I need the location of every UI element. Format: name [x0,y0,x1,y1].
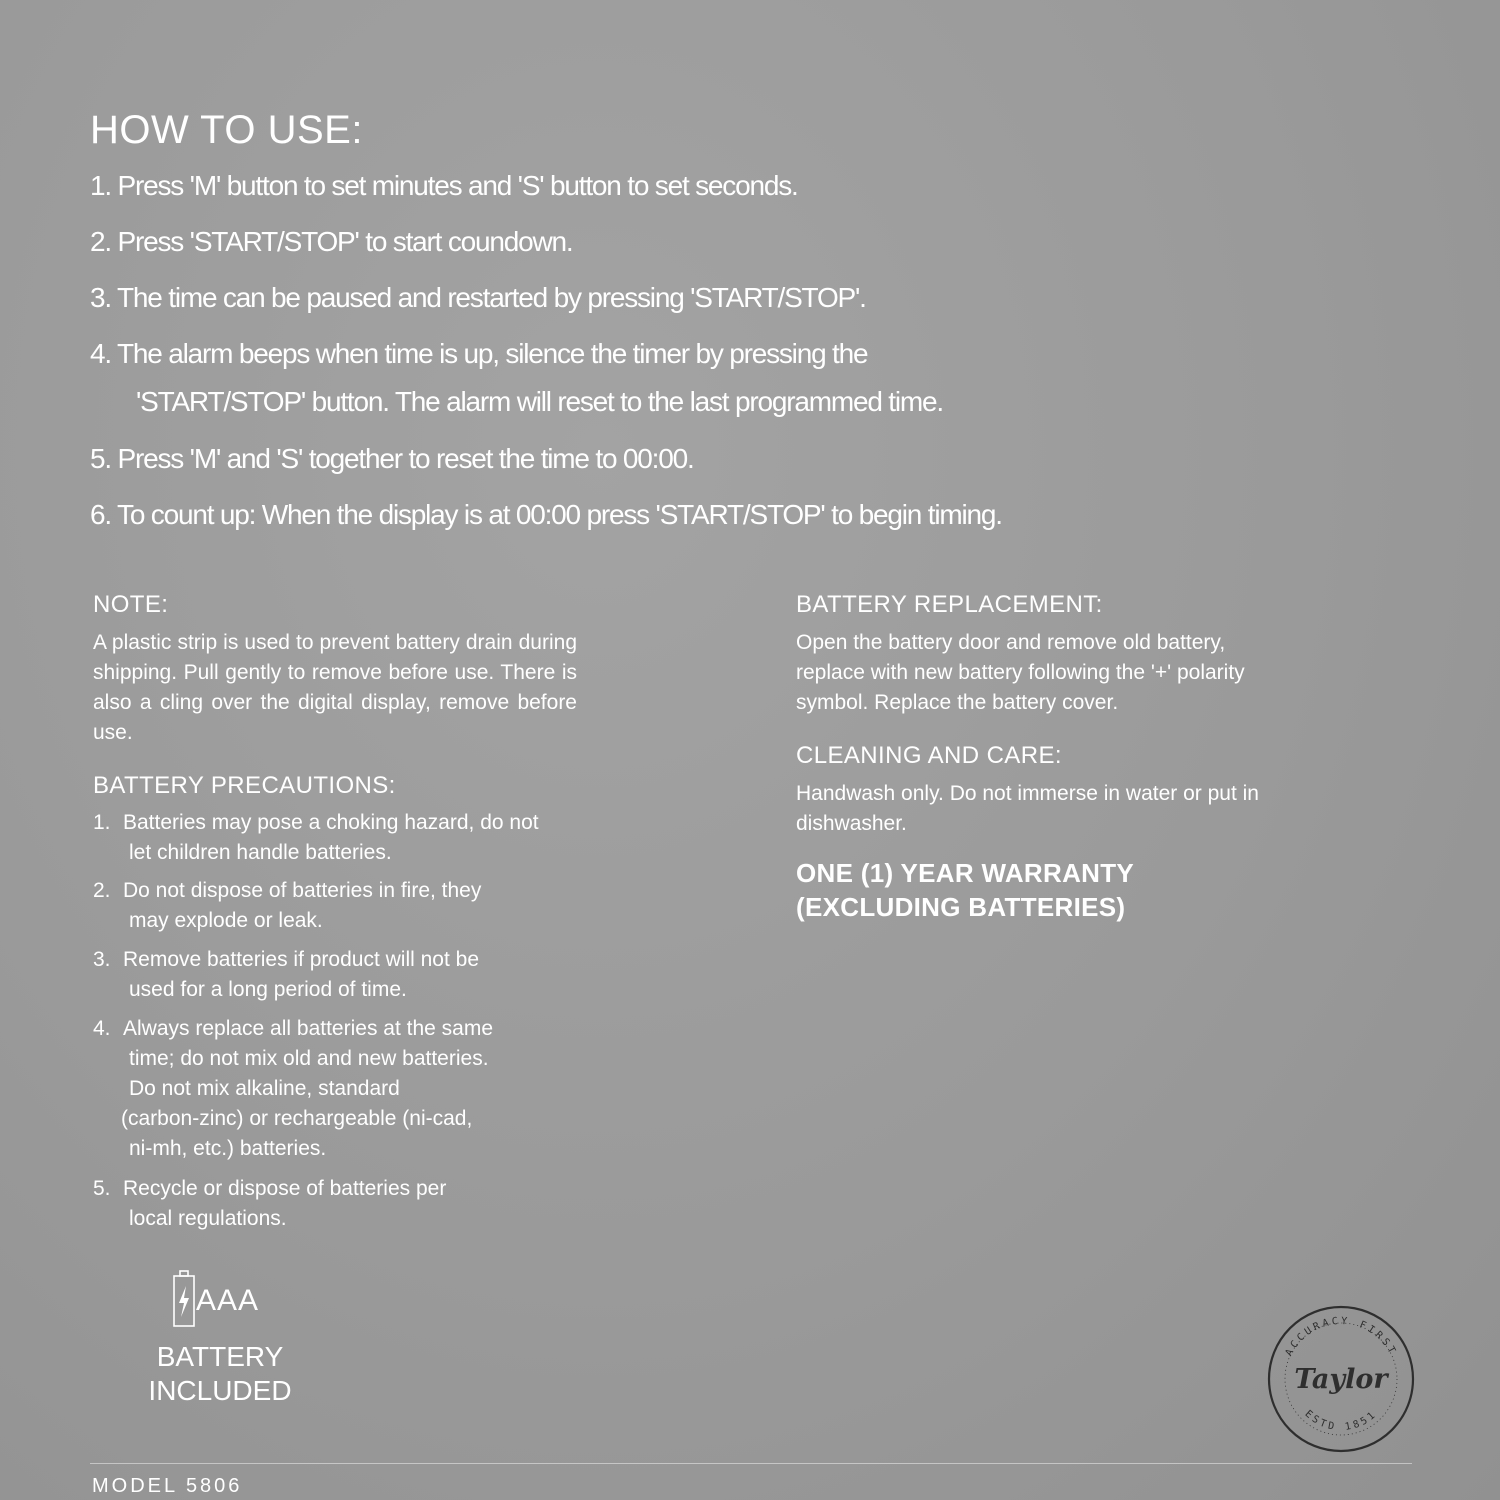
step-text: 3. The time can be paused and restarted by pressing 'START/STOP'. [90,282,866,313]
step-text: 6. To count up: When the display is at 00:00 press 'START/STOP' to begin timing. [90,499,1002,530]
model-number: MODEL 5806 [92,1475,243,1497]
precaution-item [93,808,593,868]
step-1 [90,162,798,210]
precaution-item [93,945,593,1005]
precaution-text-continued: time; do not mix old and new batteries. [129,1047,489,1070]
step-2 [90,218,572,266]
note-text: A plastic strip is used to prevent battery drain during shipping. Pull gently to remove before use. There is also a cling over the digital display, remove before use. [93,631,577,744]
step-6 [90,491,1002,539]
precaution-text-continued: may explode or leak. [129,909,323,932]
step-3 [90,274,866,322]
precaution-item [93,1174,593,1234]
taylor-seal-logo [1266,1304,1416,1454]
battery-replacement-title: BATTERY REPLACEMENT: [796,591,1103,618]
precaution-number: 4. [93,1017,111,1040]
precaution-item [93,1014,593,1164]
precaution-number: 3. [93,948,111,971]
step-5 [90,435,694,483]
precaution-text: Recycle or dispose of batteries per [123,1177,447,1200]
step-text: 2. Press 'START/STOP' to start coundown. [90,226,573,257]
precaution-text-continued: let children handle batteries. [129,841,392,864]
battery-precautions-title: BATTERY PRECAUTIONS: [93,772,396,799]
precaution-text-continued: used for a long period of time. [129,978,407,1001]
battery-included-line: INCLUDED [148,1375,292,1406]
step-text: 4. The alarm beeps when time is up, silence the timer by pressing the [90,338,868,369]
how-to-use-title: HOW TO USE: [90,108,363,152]
battery-type-label: AAA [196,1284,260,1317]
precaution-text-continued: Do not mix alkaline, standard [129,1077,400,1100]
warranty [796,856,1134,924]
precaution-number: 5. [93,1177,111,1200]
footer-divider [90,1463,1412,1464]
battery-replacement-text: Open the battery door and remove old battery, replace with new battery following the '+' polarity symbol. Replace the battery cover. [796,631,1245,714]
precaution-item [93,876,593,936]
step-text-continued: 'START/STOP' button. The alarm will reset to the last programmed time. [136,386,943,417]
step-text: 1. Press 'M' button to set minutes and 'S' button to set seconds. [90,170,798,201]
battery-included-line: BATTERY [156,1341,284,1372]
step-text: 5. Press 'M' and 'S' together to reset the time to 00:00. [90,443,694,474]
seal-top-text: ACCURACY FIRST [1283,1315,1399,1359]
battery-charge-icon [172,1270,196,1328]
seal-brand: Taylor [1294,1364,1388,1395]
warranty-line: ONE (1) YEAR WARRANTY [796,858,1135,888]
precaution-text: Always replace all batteries at the same [123,1017,494,1040]
seal-bottom-text: ESTD 1851 [1302,1408,1380,1434]
note-title: NOTE: [93,591,169,618]
precaution-text: Batteries may pose a choking hazard, do not [123,811,539,834]
battery-included-label [120,1340,320,1408]
step-4 [90,330,943,426]
precaution-text-continued: (carbon-zinc) or rechargeable (ni-cad, [121,1107,473,1130]
precaution-text-continued: local regulations. [129,1207,287,1230]
cleaning-text: Handwash only. Do not immerse in water or put in dishwasher. [796,782,1259,835]
precaution-number: 1. [93,811,111,834]
precaution-number: 2. [93,879,111,902]
warranty-line: (EXCLUDING BATTERIES) [796,892,1126,922]
precaution-text: Remove batteries if product will not be [123,948,480,971]
precaution-text-continued: ni-mh, etc.) batteries. [129,1137,327,1160]
precaution-text: Do not dispose of batteries in fire, they [123,879,482,902]
cleaning-title: CLEANING AND CARE: [796,742,1062,769]
